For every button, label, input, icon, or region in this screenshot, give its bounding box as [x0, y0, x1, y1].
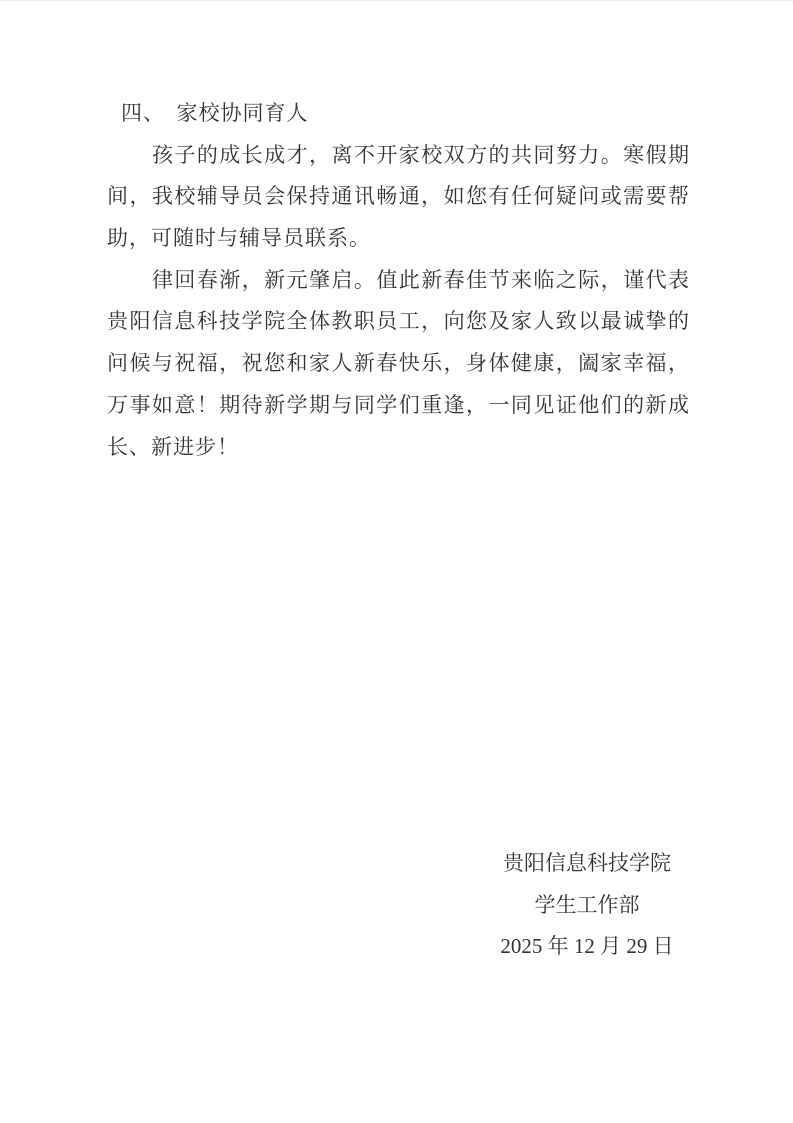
paragraph-line: 万事如意！期待新学期与同学们重逢，一同见证他们的新成	[107, 392, 690, 417]
paragraph-line: 律回春渐，新元肇启。值此新春佳节来临之际，谨代表	[152, 267, 690, 292]
paragraph-line: 间，我校辅导员会保持通讯畅通，如您有任何疑问或需要帮	[107, 184, 690, 209]
paragraph-line: 问候与祝福，祝您和家人新春快乐，身体健康，阖家幸福，	[107, 351, 690, 376]
paragraph-line: 长、新进步！	[107, 434, 239, 459]
signature-block	[480, 843, 694, 968]
section-heading: 四、 家校协同育人	[121, 101, 309, 125]
paragraph-line: 孩子的成长成才，离不开家校双方的共同努力。寒假期	[152, 142, 690, 167]
paragraph-line: 助，可随时与辅导员联系。	[107, 226, 371, 251]
signature-department: 学生工作部	[534, 892, 640, 917]
signature-organization: 贵阳信息科技学院	[503, 851, 671, 875]
paragraph-line: 贵阳信息科技学院全体教职员工，向您及家人致以最诚挚的	[107, 309, 690, 334]
letter-body	[107, 93, 690, 468]
signature-date: 2025 年 12 月 29 日	[500, 934, 674, 959]
